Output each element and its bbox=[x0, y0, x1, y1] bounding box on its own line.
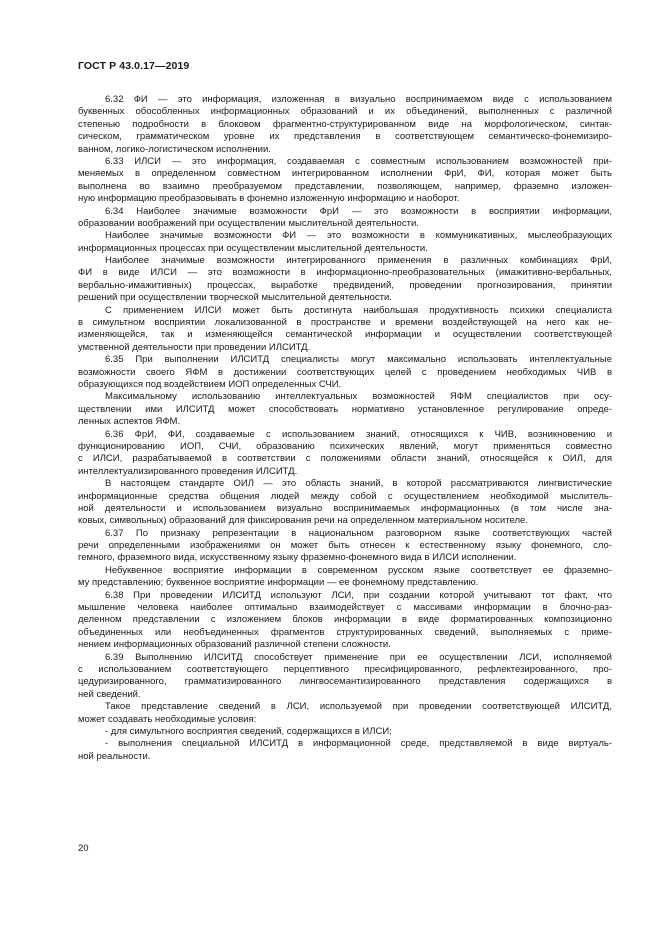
text-line: - для симультного восприятия сведений, содержащихся в ИЛСИ; bbox=[105, 725, 392, 737]
text-line: Максимальному использованию интеллектуальных возможностей ЯФМ специалистов при осу- bbox=[105, 391, 612, 403]
text-line: меняемых в определенном совместном интегрированном исполнении ФрИ, ФИ, которая может быть bbox=[78, 168, 612, 180]
text-line: - выполнения специальной ИЛСИТД в информационной среде, представляемой в виде виртуаль- bbox=[105, 738, 612, 750]
text-line: ную информацию преобразовывать в фонемно изложенную информацию и наоборот. bbox=[78, 193, 460, 205]
text-line: му представлению; буквенное восприятие информации — ее фонемному представлению. bbox=[78, 577, 479, 589]
text-line: может создавать необходимые условия: bbox=[78, 713, 257, 725]
text-line: объединенных или необъединенных фрагментов структурированных сведений, выполняемых с приме- bbox=[78, 626, 612, 638]
text-line: речи определенными изображениями он может быть отнесен к естественному языку фонемного, сло- bbox=[78, 540, 612, 552]
text-line: деленном представлении с изложением блоков информации в виде форматированных композиционно bbox=[78, 614, 612, 626]
text-line: гемного, фраземного вида, искусственному языку фраземно-фонемного вида в ИЛСИ исполнении. bbox=[78, 552, 517, 564]
text-line: 6.37 По признаку репрезентации в национальном разговорном языке соответствующих частей bbox=[105, 527, 612, 539]
text-line: образовании воображений при осуществлении мыслительной деятельности. bbox=[78, 217, 419, 229]
paragraph bbox=[78, 255, 612, 305]
text-line: Наиболее значимые возможности интегрированного применения в различных комбинациях ФрИ, bbox=[105, 255, 612, 267]
paragraph bbox=[78, 305, 612, 355]
text-line: нением информационных образований различной степени сложности. bbox=[78, 639, 391, 651]
paragraph bbox=[78, 391, 612, 428]
text-line: функционированию ИОП, СЧИ, образованию психических явлений, могут применяться совместно bbox=[78, 440, 612, 452]
paragraph bbox=[78, 354, 612, 391]
text-line: ковых, символьных) образований для фиксирования речи на определенном материальном носителе. bbox=[78, 515, 528, 527]
paragraph bbox=[78, 429, 612, 479]
text-line: 6.39 Выполнению ИЛСИТД способствует применение при ее осуществлении ЛСИ, исполняемой bbox=[105, 651, 612, 663]
page-number: 20 bbox=[78, 843, 89, 854]
paragraph bbox=[78, 156, 612, 206]
text-line: 6.35 При выполнении ИЛСИТД специалисты могут максимально использовать интеллектуальные bbox=[105, 354, 612, 366]
text-line: ной реальности. bbox=[78, 750, 151, 762]
paragraph bbox=[78, 701, 612, 726]
text-line: Такое представление сведений в ЛСИ, используемой при проведении соответствующей ИЛСИТД, bbox=[105, 701, 612, 713]
text-line: с ИЛСИ, разрабатываемой в соответствии с положениями области знаний, относящейся к ОИЛ, для bbox=[78, 453, 612, 465]
text-line: ней сведений. bbox=[78, 688, 141, 700]
text-line: интеллектуализированного проведения ИЛСИТД. bbox=[78, 465, 298, 477]
text-line: вербально-имажитивных) процессах, выработке предвидений, проведении прогнозирования, принятии bbox=[78, 279, 612, 291]
text-line: решений при осуществлении творческой мыслительной деятельности. bbox=[78, 292, 392, 304]
text-line: возможности своего ЯФМ в достижении соответствующих целей с проведением необходимых ЧИВ в bbox=[78, 366, 612, 378]
text-line: ной деятельности и использованием визуально воспринимаемых информационных (в том числе зна- bbox=[78, 502, 612, 514]
text-line: ленных аспектов ЯФМ. bbox=[78, 416, 181, 428]
text-line: сическом, грамматическом уровне их представления в соответствующем семантическо-фонемизиро- bbox=[78, 131, 612, 143]
text-line: ществлении ими ИЛСИТД может способствовать нормативно установленное регулирование опреде- bbox=[78, 403, 612, 415]
text-line: информационные средства общения людей между собой с осуществлением необходимой мыслитель- bbox=[78, 490, 612, 502]
paragraph bbox=[78, 230, 612, 255]
text-line: образующихся под воздействием ИОП определенных СЧИ. bbox=[78, 378, 342, 390]
text-line: В настоящем стандарте ОИЛ — это область знаний, в которой рассматриваются лингвистические bbox=[105, 478, 612, 490]
paragraph bbox=[78, 478, 612, 528]
body-text bbox=[78, 94, 612, 763]
text-line: 6.33 ИЛСИ — это информация, создаваемая с совместным использованием возможностей при- bbox=[105, 155, 612, 167]
text-line: 6.34 Наиболее значимые возможности ФрИ — это возможности в восприятии информации, bbox=[105, 205, 612, 217]
text-line: степенью подробности в блоковом фрагментно-структурированном виде на морфологическом, синтак- bbox=[78, 118, 612, 130]
text-line: Наиболее значимые возможности ФИ — это возможности в коммуникативных, мыслеобразующих bbox=[105, 230, 612, 242]
paragraph bbox=[78, 726, 612, 738]
paragraph bbox=[78, 94, 612, 156]
text-line: С применением ИЛСИ может быть достигнута наибольшая продуктивность психики специалиста bbox=[105, 304, 612, 316]
text-line: цедуризированного, грамматизированного лингвосемантизированного представления содержащихся в bbox=[78, 676, 612, 688]
paragraph bbox=[78, 528, 612, 565]
text-line: ФИ в виде ИЛСИ — это возможности в информационно-преобразовательных (имажитивно-вербальных, bbox=[78, 267, 612, 279]
text-line: в симультном восприятии локализованной в пространстве и времени воздействующей на него как не- bbox=[78, 317, 612, 329]
paragraph bbox=[78, 652, 612, 702]
paragraph bbox=[78, 590, 612, 652]
paragraph bbox=[78, 565, 612, 590]
text-line: 6.32 ФИ — это информация, изложенная в визуально воспринимаемом виде с использованием bbox=[105, 94, 612, 105]
page-header: ГОСТ Р 43.0.17—2019 bbox=[78, 60, 190, 72]
text-line: буквенных обособленных информационных образований и их объединений, выполненных с различной bbox=[78, 106, 612, 118]
text-line: Небуквенное восприятие информации в современном русском языке соответствует ее фраземно- bbox=[105, 564, 612, 576]
text-line: информационных процессах при осуществлении мыслительной деятельности. bbox=[78, 242, 428, 254]
paragraph bbox=[78, 206, 612, 231]
text-line: 6.36 ФрИ, ФИ, создаваемые с использованием знаний, относящихся к ЧИВ, возникновению и bbox=[105, 428, 612, 440]
text-line: умственной деятельности при проведении ИЛСИТД. bbox=[78, 341, 311, 353]
text-line: ванном, логико-логистическом исполнении. bbox=[78, 143, 271, 155]
paragraph bbox=[78, 738, 612, 763]
text-line: мышление человека наиболее оптимально взаимодействует с массивами информации в блочно-раз- bbox=[78, 602, 612, 614]
text-line: с использованием соответствующего перцептивного пресифицированного, рефлектезированного, про- bbox=[78, 663, 612, 675]
text-line: выполнена во взаимно преобразуемом представлении, позволяющем, например, фраземно изложен- bbox=[78, 180, 612, 192]
text-line: 6.38 При проведении ИЛСИТД используют ЛСИ, при создании которой учитывают тот факт, что bbox=[105, 589, 612, 601]
text-line: изменяющейся, так и изменяющейся семантической информации и осуществлении соответствующей bbox=[78, 329, 612, 341]
